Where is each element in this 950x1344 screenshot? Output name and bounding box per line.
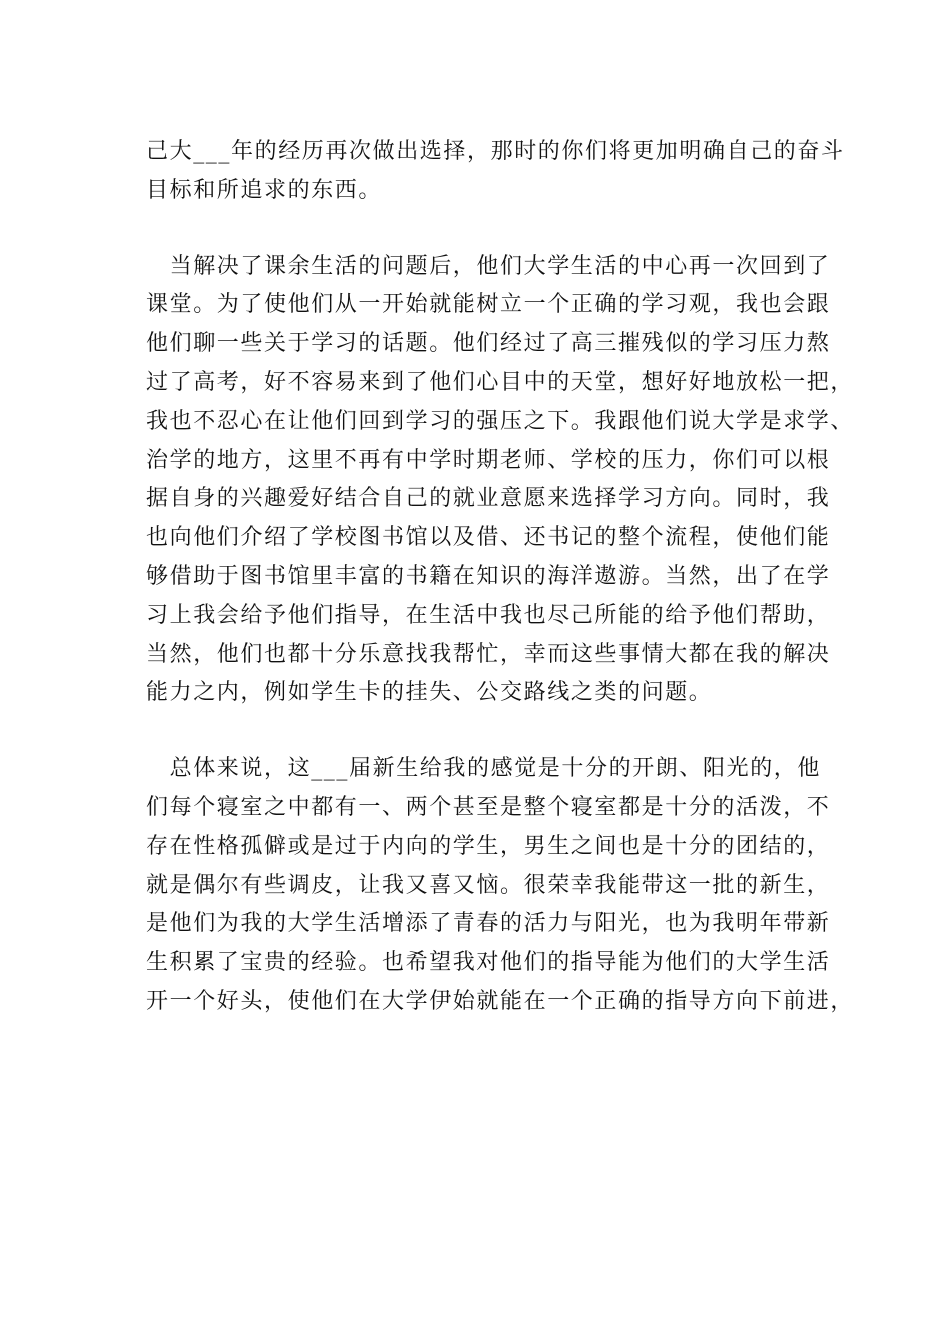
paragraph-3 [146,750,855,1022]
text-line: 治学的地方，这里不再有中学时期老师、学校的压力，你们可以根 [146,447,831,473]
text-line: 己大___年的经历再次做出选择，那时的你们将更加明确自己的奋斗 [146,139,845,164]
text-line: 习上我会给予他们指导，在生活中我也尽己所能的给予他们帮助， [146,602,831,628]
text-line: 目标和所追求的东西。 [146,177,383,203]
text-line: 生积累了宝贵的经验。也希望我对他们的指导能为他们的大学生活 [146,950,831,976]
text-line: 们每个寝室之中都有一、两个甚至是整个寝室都是十分的活泼，不 [146,794,831,820]
text-line: 他们聊一些关于学习的话题。他们经过了高三摧残似的学习压力熬 [146,331,831,357]
text-line: 也向他们介绍了学校图书馆以及借、还书记的整个流程，使他们能 [146,525,831,551]
paragraph-2 [146,248,855,714]
text-line: 当解决了课余生活的问题后，他们大学生活的中心再一次回到了 [146,253,831,279]
paragraph-1 [146,133,845,211]
body-text [146,133,855,1022]
paragraph-spacer [146,211,812,248]
text-line: 就是偶尔有些调皮，让我又喜又恼。很荣幸我能带这一批的新生， [146,872,831,898]
text-line: 课堂。为了使他们从一开始就能树立一个正确的学习观，我也会跟 [146,292,831,318]
text-line: 总体来说，这___届新生给我的感觉是十分的开朗、阳光的，他 [146,756,822,782]
text-line: 存在性格孤僻或是过于内向的学生，男生之间也是十分的团结的， [146,833,831,859]
text-line: 过了高考，好不容易来到了他们心目中的天堂，想好好地放松一把， [146,369,855,395]
paragraph-spacer [146,713,812,750]
text-line: 据自身的兴趣爱好结合自己的就业意愿来选择学习方向。同时，我 [146,486,831,512]
text-line: 够借助于图书馆里丰富的书籍在知识的海洋遨游。当然，出了在学 [146,563,831,589]
text-line: 能力之内，例如学生卡的挂失、公交路线之类的问题。 [146,680,713,706]
text-line: 是他们为我的大学生活增添了青春的活力与阳光，也为我明年带新 [146,911,831,937]
text-line: 开一个好头，使他们在大学伊始就能在一个正确的指导方向下前进， [146,988,855,1014]
text-line: 当然，他们也都十分乐意找我帮忙，幸而这些事情大都在我的解决 [146,641,831,667]
text-line: 我也不忍心在让他们回到学习的强压之下。我跟他们说大学是求学、 [146,408,855,434]
